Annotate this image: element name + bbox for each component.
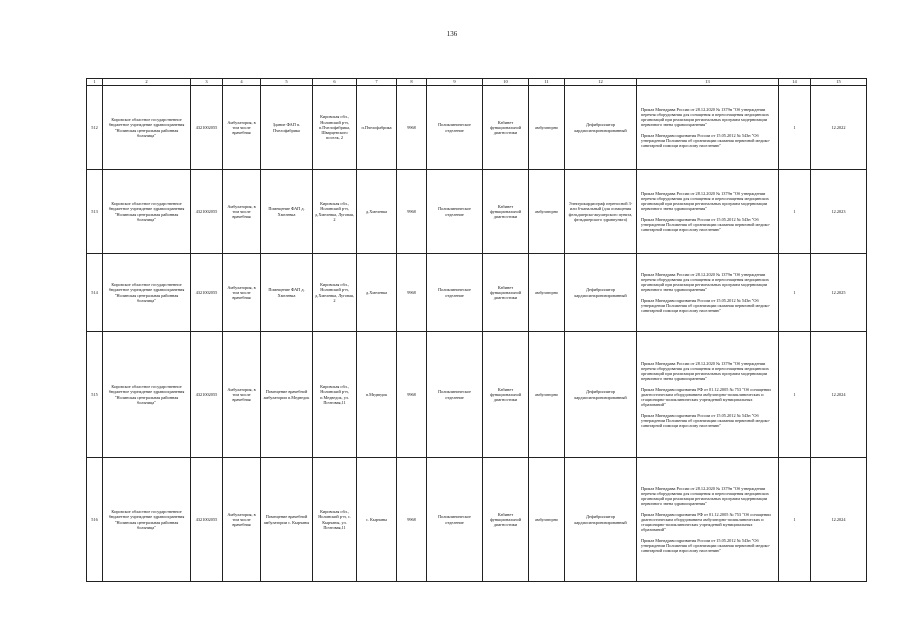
- order-text: Приказ Минздрава России от 28.12.2020 № 1379н "Об утверждении перечня оборудования для оснащения и переоснащения медицинских организаций при реализации региональных программ модернизации первичного звена здравоохранения": [641, 190, 769, 212]
- quantity-cell: 1: [779, 332, 811, 458]
- building-cell: Помещение врачебной амбулатории п.Медведок: [261, 332, 313, 458]
- address-cell: Кировская обл., Нолинский р-н, п.Пчелофабрика, Шварцевского поселк, 2: [313, 86, 357, 170]
- building-cell: Помещение врачебной амбулатории с. Кырчаны: [261, 458, 313, 582]
- organization-cell: Кировское областное государственное бюджетное учреждение здравоохранения "Нолинская центральная районная больница": [103, 254, 191, 332]
- col-number: 4: [223, 79, 261, 86]
- address-cell: Кировская обл., Нолинский р-н, с. Кырчаны, ул. Почтовая,11: [313, 458, 357, 582]
- quantity-cell: 1: [779, 86, 811, 170]
- settlement-cell: п.Медведок: [357, 332, 397, 458]
- settlement-cell: д.Хмелевка: [357, 170, 397, 254]
- order-text: Приказ Минздрава России от 28.12.2020 № 1379н "Об утверждении перечня оборудования для оснащения и переоснащения медицинских организаций при реализации региональных программ модернизации первичного звена здравоохранения": [641, 485, 769, 507]
- org-code-cell: 4321002055: [191, 86, 223, 170]
- settlement-cell: п.Пчелофабрика: [357, 86, 397, 170]
- order-text: Приказ Минздравсоцразвития России от 15.05.2012 № 543н "Об утверждении Положения об организации оказания первичной медико-санитарной помощи взрослому населению": [641, 412, 771, 428]
- table-row: [87, 170, 867, 254]
- col-number: 8: [397, 79, 427, 86]
- legal-basis-cell: [637, 254, 779, 332]
- date-cell: 12.2022: [811, 86, 867, 170]
- equipment-cell: Дефибриллятор кардиосинхронизированный: [565, 332, 637, 458]
- legal-basis-cell: [637, 332, 779, 458]
- equipment-cell: Дефибриллятор кардиосинхронизированный: [565, 458, 637, 582]
- row-number: 514: [87, 254, 103, 332]
- room-cell: Кабинет функциональной диагностики: [483, 254, 529, 332]
- date-cell: 12.2024: [811, 458, 867, 582]
- care-level-cell: амбулаторно: [529, 332, 565, 458]
- facility-type-cell: Амбулатория, в том числе врачебная: [223, 332, 261, 458]
- code2-cell: 9968: [397, 254, 427, 332]
- organization-cell: Кировское областное государственное бюджетное учреждение здравоохранения "Нолинская центральная районная больница": [103, 332, 191, 458]
- order-text: Приказ Минздрава России от 28.12.2020 № 1379н "Об утверждении перечня оборудования для оснащения и переоснащения медицинских организаций при реализации региональных программ модернизации первичного звена здравоохранения": [641, 106, 769, 128]
- date-cell: 12.2023: [811, 170, 867, 254]
- care-level-cell: амбулаторно: [529, 86, 565, 170]
- quantity-cell: 1: [779, 458, 811, 582]
- department-cell: Поликлиническое отделение: [427, 170, 483, 254]
- address-cell: Кировская обл., Нолинский р-н, д.Хмелевка, Луговая, 2: [313, 170, 357, 254]
- col-number: 11: [529, 79, 565, 86]
- order-text: Приказ Минздрава России от 28.12.2020 № 1379н "Об утверждении перечня оборудования для оснащения и переоснащения медицинских организаций при реализации региональных программ модернизации первичного звена здравоохранения": [641, 271, 769, 293]
- table-row: [87, 254, 867, 332]
- legal-basis-cell: [637, 170, 779, 254]
- col-number: 12: [565, 79, 637, 86]
- col-number: 6: [313, 79, 357, 86]
- org-code-cell: 4321002055: [191, 254, 223, 332]
- care-level-cell: амбулаторно: [529, 170, 565, 254]
- col-number: 14: [779, 79, 811, 86]
- address-cell: Кировская обл., Нолинский р-н, д.Хмелевка, Луговая, 2: [313, 254, 357, 332]
- column-number-row: [87, 79, 867, 86]
- col-number: 5: [261, 79, 313, 86]
- org-code-cell: 4321002055: [191, 332, 223, 458]
- row-number: 512: [87, 86, 103, 170]
- table-row: [87, 458, 867, 582]
- col-number: 13: [637, 79, 779, 86]
- equipment-cell: Электрокардиограф переносной 3- или 6-канальный (для оснащения фельдшерско-акушерского пункта, фельдшерского здравпункта): [565, 170, 637, 254]
- col-number: 10: [483, 79, 529, 86]
- organization-cell: Кировское областное государственное бюджетное учреждение здравоохранения "Нолинская центральная районная больница": [103, 170, 191, 254]
- col-number: 1: [87, 79, 103, 86]
- department-cell: Поликлиническое отделение: [427, 86, 483, 170]
- facility-type-cell: Амбулатория, в том числе врачебная: [223, 170, 261, 254]
- col-number: 7: [357, 79, 397, 86]
- building-cell: Здание ФАП п. Пчелофабрика: [261, 86, 313, 170]
- col-number: 2: [103, 79, 191, 86]
- facility-type-cell: Амбулатория, в том числе врачебная: [223, 458, 261, 582]
- code2-cell: 9968: [397, 458, 427, 582]
- row-number: 513: [87, 170, 103, 254]
- building-cell: Помещение ФАП д. Хмелевка: [261, 170, 313, 254]
- equipment-table: [86, 78, 867, 582]
- quantity-cell: 1: [779, 254, 811, 332]
- code2-cell: 9968: [397, 170, 427, 254]
- room-cell: Кабинет функциональной диагностики: [483, 332, 529, 458]
- quantity-cell: 1: [779, 170, 811, 254]
- row-number: 516: [87, 458, 103, 582]
- org-code-cell: 4321002055: [191, 458, 223, 582]
- order-text: Приказ Минздравсоцразвития РФ от 01.12.2005 № 753 "Об оснащении диагностическим оборудованием амбулаторно-поликлинических и стационарно-поликлинических учреждений муниципальных образований": [641, 511, 771, 533]
- order-text: Приказ Минздравсоцразвития России от 15.05.2012 № 543н "Об утверждении Положения об организации оказания первичной медико-санитарной помощи взрослому населению": [641, 537, 771, 553]
- settlement-cell: с. Кырчаны: [357, 458, 397, 582]
- department-cell: Поликлиническое отделение: [427, 332, 483, 458]
- col-number: 15: [811, 79, 867, 86]
- settlement-cell: д.Хмелевка: [357, 254, 397, 332]
- order-text: Приказ Минздравсоцразвития России от 15.05.2012 № 543н "Об утверждении Положения об организации оказания первичной медико-санитарной помощи взрослому населению": [641, 297, 771, 313]
- legal-basis-cell: [637, 86, 779, 170]
- row-number: 515: [87, 332, 103, 458]
- department-cell: Поликлиническое отделение: [427, 254, 483, 332]
- organization-cell: Кировское областное государственное бюджетное учреждение здравоохранения "Нолинская центральная районная больница": [103, 86, 191, 170]
- table-row: [87, 332, 867, 458]
- table-row: [87, 86, 867, 170]
- room-cell: Кабинет функциональной диагностики: [483, 458, 529, 582]
- date-cell: 12.2025: [811, 254, 867, 332]
- org-code-cell: 4321002055: [191, 170, 223, 254]
- address-cell: Кировская обл., Нолинский р-н, п.Медведок, ул. Почтовая,11: [313, 332, 357, 458]
- date-cell: 12.2024: [811, 332, 867, 458]
- order-text: Приказ Минздравсоцразвития России от 15.05.2012 № 543н "Об утверждении Положения об организации оказания первичной медико-санитарной помощи взрослому населению": [641, 132, 771, 148]
- facility-type-cell: Амбулатория, в том числе врачебная: [223, 254, 261, 332]
- page-number: 136: [446, 30, 458, 38]
- code2-cell: 9968: [397, 332, 427, 458]
- order-text: Приказ Минздрава России от 28.12.2020 № 1379н "Об утверждении перечня оборудования для оснащения и переоснащения медицинских организаций при реализации региональных программ модернизации первичного звена здравоохранения": [641, 360, 769, 382]
- building-cell: Помещение ФАП д. Хмелевка: [261, 254, 313, 332]
- order-text: Приказ Минздравсоцразвития РФ от 01.12.2005 № 753 "Об оснащении диагностическим оборудованием амбулаторно-поликлинических и стационарно-поликлинических учреждений муниципальных образований": [641, 386, 771, 408]
- organization-cell: Кировское областное государственное бюджетное учреждение здравоохранения "Нолинская центральная районная больница": [103, 458, 191, 582]
- order-text: Приказ Минздравсоцразвития России от 15.05.2012 № 543н "Об утверждении Положения об организации оказания первичной медико-санитарной помощи взрослому населению": [641, 216, 771, 232]
- facility-type-cell: Амбулатория, в том числе врачебная: [223, 86, 261, 170]
- legal-basis-cell: [637, 458, 779, 582]
- care-level-cell: амбулаторно: [529, 254, 565, 332]
- room-cell: Кабинет функциональной диагностики: [483, 86, 529, 170]
- care-level-cell: амбулаторно: [529, 458, 565, 582]
- col-number: 3: [191, 79, 223, 86]
- col-number: 9: [427, 79, 483, 86]
- department-cell: Поликлиническое отделение: [427, 458, 483, 582]
- room-cell: Кабинет функциональной диагностики: [483, 170, 529, 254]
- code2-cell: 9968: [397, 86, 427, 170]
- equipment-cell: Дефибриллятор кардиосинхронизированный: [565, 254, 637, 332]
- equipment-cell: Дефибриллятор кардиосинхронизированный: [565, 86, 637, 170]
